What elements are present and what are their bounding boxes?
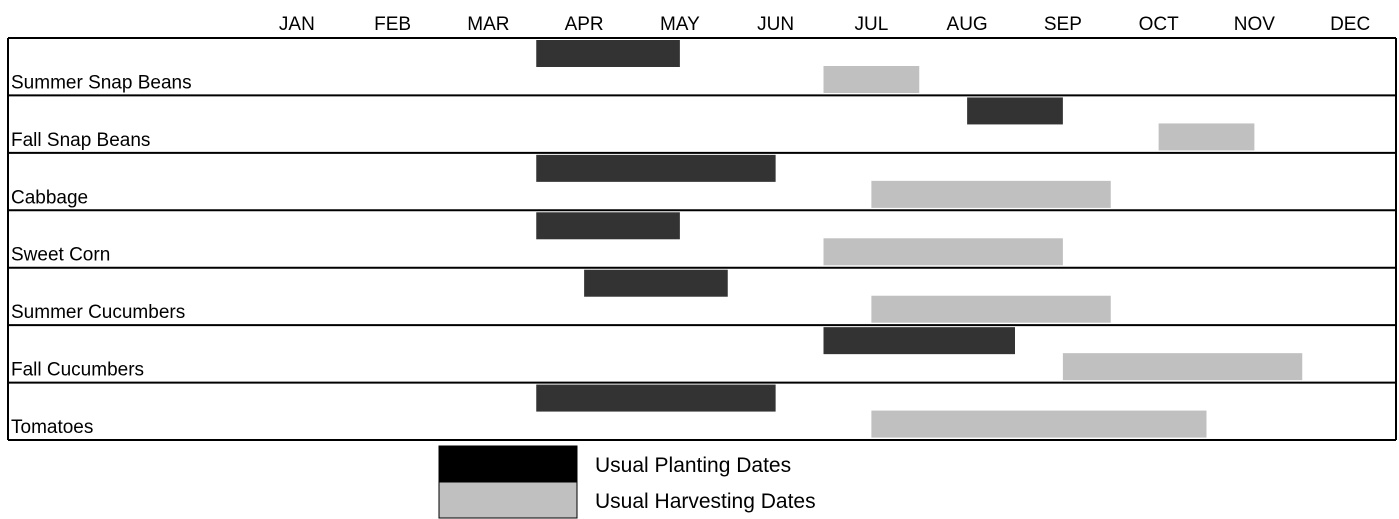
month-axis bbox=[279, 14, 1370, 35]
planting-bar bbox=[536, 385, 775, 412]
harvesting-bar bbox=[824, 66, 920, 93]
planting-bar bbox=[584, 270, 728, 297]
planting-bar bbox=[536, 212, 680, 239]
month-label-apr: APR bbox=[564, 14, 604, 35]
bars-layer bbox=[536, 40, 1302, 438]
harvesting-bar bbox=[824, 238, 1063, 265]
planting-bar bbox=[824, 327, 1016, 354]
crop-label: Fall Cucumbers bbox=[11, 359, 145, 381]
crop-label: Tomatoes bbox=[11, 417, 94, 439]
legend-swatch-planting bbox=[439, 446, 577, 482]
month-label-sep: SEP bbox=[1043, 14, 1082, 35]
planting-bar bbox=[536, 40, 680, 67]
month-label-mar: MAR bbox=[467, 14, 510, 35]
harvesting-bar bbox=[1159, 123, 1255, 150]
harvesting-bar bbox=[871, 411, 1206, 438]
month-label-jan: JAN bbox=[278, 14, 315, 35]
legend-label-harvesting: Usual Harvesting Dates bbox=[595, 490, 816, 513]
crop-label: Summer Cucumbers bbox=[11, 302, 186, 324]
month-label-aug: AUG bbox=[946, 14, 988, 35]
crop-label: Summer Snap Beans bbox=[11, 72, 192, 94]
planting-bar bbox=[967, 97, 1063, 124]
month-label-dec: DEC bbox=[1330, 14, 1371, 35]
legend bbox=[439, 446, 816, 518]
legend-label-planting: Usual Planting Dates bbox=[595, 454, 792, 477]
legend-swatch-harvesting bbox=[439, 482, 577, 518]
month-label-oct: OCT bbox=[1138, 14, 1179, 35]
month-label-may: MAY bbox=[659, 14, 700, 35]
harvesting-bar bbox=[871, 181, 1110, 208]
month-label-jun: JUN bbox=[757, 14, 795, 35]
crop-label: Sweet Corn bbox=[11, 244, 111, 266]
harvesting-bar bbox=[1063, 353, 1302, 380]
planting-bar bbox=[536, 155, 775, 182]
month-label-nov: NOV bbox=[1233, 14, 1275, 35]
crop-label: Fall Snap Beans bbox=[11, 129, 151, 151]
month-label-feb: FEB bbox=[374, 14, 412, 35]
crop-label: Cabbage bbox=[11, 187, 89, 209]
month-label-jul: JUL bbox=[854, 14, 889, 35]
harvesting-bar bbox=[871, 296, 1110, 323]
